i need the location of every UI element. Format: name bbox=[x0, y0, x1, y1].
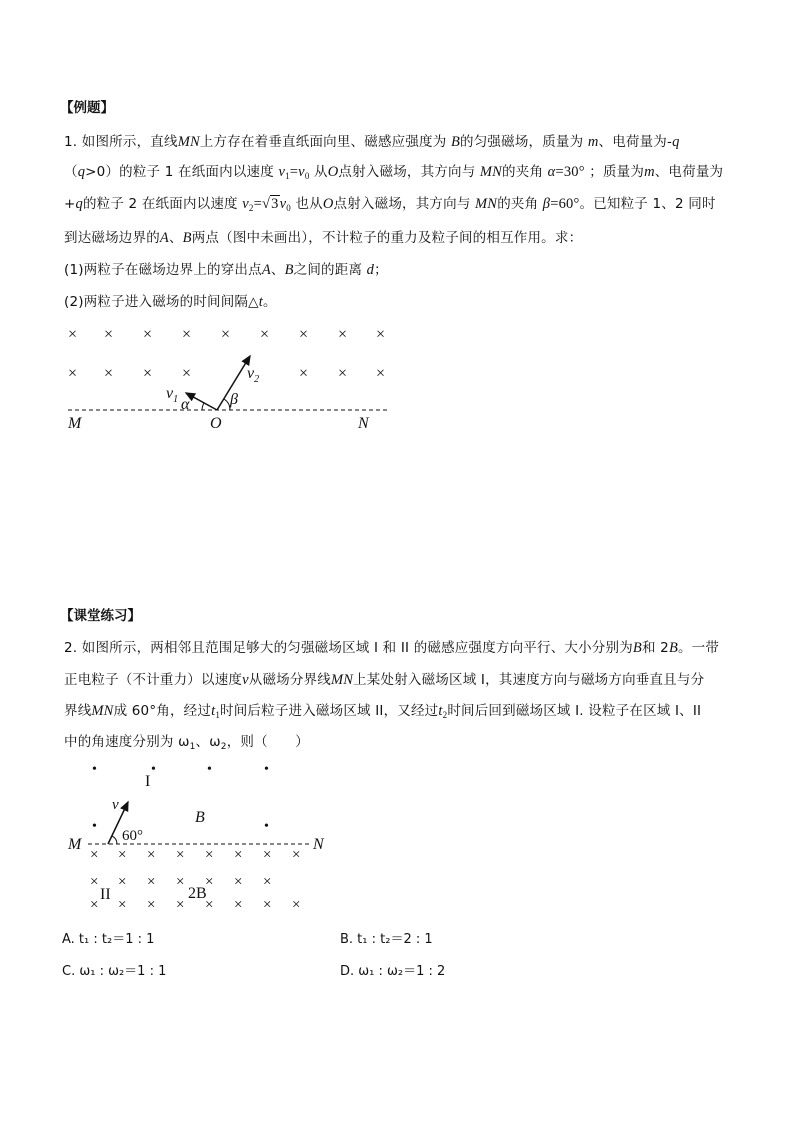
label-2B: 2B bbox=[188, 885, 207, 902]
cross-mark: × bbox=[338, 365, 348, 382]
cross-mark: × bbox=[147, 847, 156, 863]
cross-mark: × bbox=[221, 326, 231, 343]
label-B: B bbox=[195, 809, 205, 826]
region-II-label: II bbox=[100, 886, 111, 903]
example-line-4: 到达磁场边界的A、B两点（图中未画出），不计粒子的重力及粒子间的相互作用。求： bbox=[64, 230, 583, 246]
dot-mark: • bbox=[151, 762, 156, 777]
cross-mark: × bbox=[338, 326, 348, 343]
cross-mark: × bbox=[143, 326, 153, 343]
example-line-3: +q的粒子 2 在纸面内以速度 $v_2=√3v_0$ 也从O点射入磁场，其方向与 MN的夹角 β=60°。已知粒子 1、2 同时 bbox=[64, 196, 716, 213]
dot-mark: • bbox=[207, 762, 212, 777]
label-M: M bbox=[68, 836, 82, 853]
cross-mark: × bbox=[68, 365, 78, 382]
cross-mark: × bbox=[90, 847, 99, 863]
label-60-degrees: 60° bbox=[122, 828, 143, 844]
label-O: O bbox=[210, 415, 222, 432]
cross-mark: × bbox=[234, 847, 243, 863]
cross-mark: × bbox=[182, 326, 192, 343]
cross-mark: × bbox=[147, 897, 156, 913]
practice-line-3: 界线MN成 60°角，经过$t_1$时间后粒子进入磁场区域 II，又经过$t_2$时间后回到磁场区域 I. 设粒子在区域 I、II bbox=[64, 703, 702, 720]
cross-mark: × bbox=[205, 897, 214, 913]
cross-mark: × bbox=[205, 874, 214, 890]
example-line-2: （q>0）的粒子 1 在纸面内以速度 $v_1=v_0$ 从O点射入磁场，其方向与 MN的夹角 α=30° ；质量为m、电荷量为 bbox=[64, 164, 724, 181]
cross-mark: × bbox=[90, 874, 99, 890]
label-alpha: α bbox=[181, 396, 190, 413]
practice-line-2: 正电粒子（不计重力）以速度v从磁场分界线MN上某处射入磁场区域 I，其速度方向与磁场方向垂直且与分 bbox=[64, 672, 705, 688]
practice-heading: 【课堂练习】 bbox=[60, 608, 141, 624]
velocity-v1-arrow bbox=[186, 393, 217, 410]
cross-mark: × bbox=[299, 326, 309, 343]
dot-mark: • bbox=[92, 762, 97, 777]
cross-mark: × bbox=[292, 847, 301, 863]
figure-2 bbox=[64, 756, 344, 916]
cross-mark: × bbox=[234, 897, 243, 913]
practice-line-1: 2. 如图所示，两相邻且范围足够大的匀强磁场区域 I 和 II 的磁感应强度方向平行、大小分别为B和 2B。一带 bbox=[64, 640, 720, 656]
option-A[interactable]: A. t₁ : t₂＝1 : 1 bbox=[62, 932, 155, 947]
label-beta: β bbox=[230, 391, 238, 408]
dot-mark: • bbox=[92, 819, 97, 834]
figure-1 bbox=[60, 318, 400, 438]
cross-mark: × bbox=[118, 847, 127, 863]
example-line-1: 1. 如图所示，直线MN上方存在着垂直纸面向里、磁感应强度为 B的匀强磁场，质量为 m、电荷量为-q bbox=[64, 134, 680, 150]
question-number: 2. bbox=[64, 640, 78, 656]
dot-mark: • bbox=[264, 819, 269, 834]
cross-mark: × bbox=[176, 847, 185, 863]
label-v1: $v_1$ bbox=[166, 385, 179, 405]
cross-mark: × bbox=[176, 874, 185, 890]
sqrt-symbol: √3 bbox=[261, 196, 279, 212]
example-part-2: (2)两粒子进入磁场的时间间隔△t。 bbox=[64, 294, 277, 310]
option-C[interactable]: C. ω₁ : ω₂＝1 : 1 bbox=[62, 964, 167, 979]
label-N: N bbox=[358, 415, 369, 432]
region-I-label: I bbox=[145, 773, 151, 790]
angle-alpha-arc bbox=[202, 403, 204, 410]
cross-mark: × bbox=[292, 897, 301, 913]
option-B[interactable]: B. t₁ : t₂＝2 : 1 bbox=[340, 932, 433, 947]
cross-mark: × bbox=[104, 326, 114, 343]
cross-mark: × bbox=[118, 897, 127, 913]
cross-mark: × bbox=[147, 874, 156, 890]
practice-line-4: 中的角速度分别为 $\omega_1$、$\omega_2$，则（ ） bbox=[64, 734, 309, 752]
example-part-1: (1)两粒子在磁场边界上的穿出点A、B之间的距离 d； bbox=[64, 262, 388, 278]
cross-mark: × bbox=[234, 874, 243, 890]
cross-mark: × bbox=[263, 874, 272, 890]
cross-mark: × bbox=[263, 897, 272, 913]
option-D[interactable]: D. ω₁ : ω₂＝1 : 2 bbox=[340, 964, 446, 979]
label-M: M bbox=[68, 415, 82, 432]
dot-mark: • bbox=[264, 762, 269, 777]
question-number: 1. bbox=[64, 134, 78, 150]
cross-mark: × bbox=[104, 365, 114, 382]
label-v2: $v_2$ bbox=[247, 365, 260, 385]
label-N: N bbox=[313, 836, 324, 853]
cross-mark: × bbox=[376, 365, 386, 382]
cross-mark: × bbox=[176, 897, 185, 913]
cross-mark: × bbox=[90, 897, 99, 913]
label-v: v bbox=[112, 797, 119, 813]
angle-60-arc bbox=[112, 836, 117, 844]
cross-mark: × bbox=[263, 847, 272, 863]
cross-mark: × bbox=[182, 365, 192, 382]
cross-mark: × bbox=[260, 326, 270, 343]
cross-mark: × bbox=[68, 326, 78, 343]
cross-mark: × bbox=[118, 874, 127, 890]
cross-mark: × bbox=[205, 847, 214, 863]
cross-mark: × bbox=[376, 326, 386, 343]
cross-mark: × bbox=[143, 365, 153, 382]
cross-mark: × bbox=[299, 365, 309, 382]
example-heading: 【例题】 bbox=[60, 100, 114, 116]
